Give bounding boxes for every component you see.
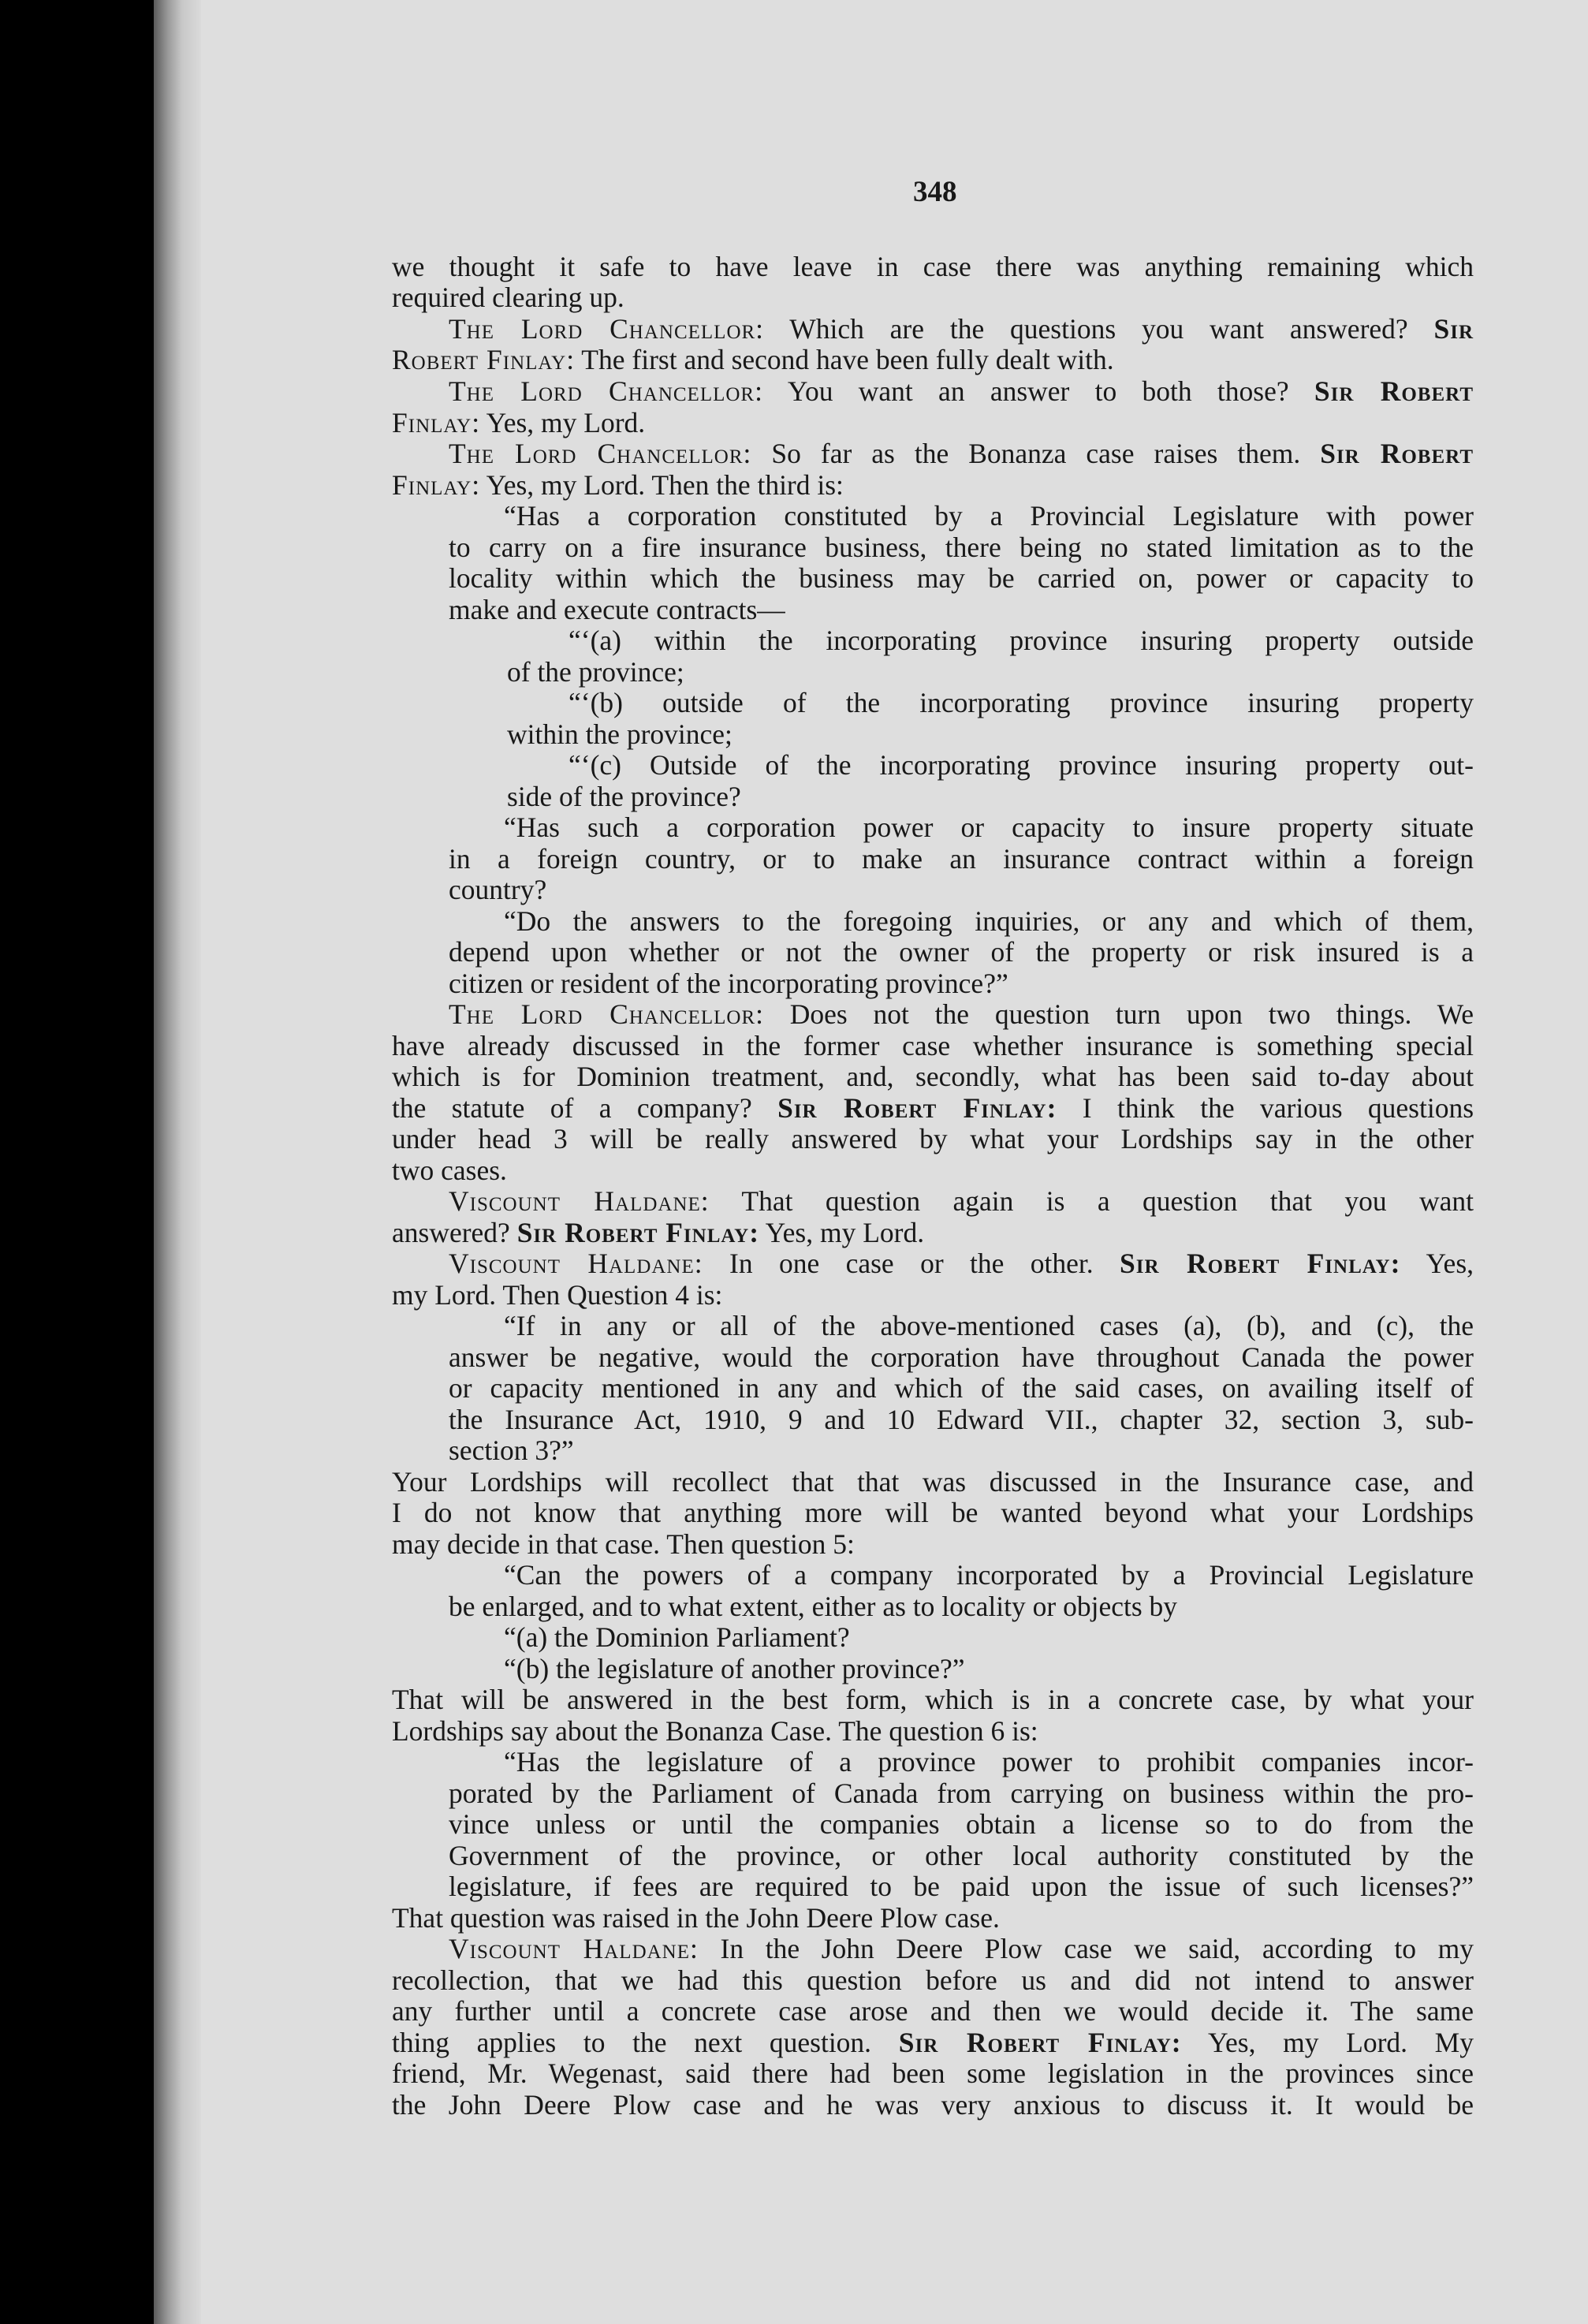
text-line [392, 1964, 1474, 1996]
text-run: recollection, that we had this question before us and did not intend to answer [392, 1964, 1474, 1996]
text-line [449, 438, 1474, 469]
text-run: Which are the questions you want answered? [764, 313, 1434, 345]
speaker-name: Finlay: [392, 407, 481, 438]
text-run: That question again is a question that you want [709, 1185, 1474, 1217]
speaker-name: Finlay: [392, 469, 481, 501]
text-run: or capacity mentioned in any and which of the said cases, on availing itself of [449, 1372, 1474, 1404]
text-run: the John Deere Plow case and he was very anxious to discuss it. It would be [392, 2089, 1474, 2121]
text-line [449, 1808, 1474, 1840]
text-run: which is for Dominion treatment, and, secondly, what has been said to-day about [392, 1061, 1474, 1092]
text-line [449, 1341, 1474, 1373]
text-line [392, 469, 844, 501]
text-run: Yes, my Lord. Then the third is: [480, 469, 844, 501]
text-run: section 3?” [449, 1434, 574, 1466]
text-run: required clearing up. [392, 282, 624, 313]
speaker-name: Sir Robert Finlay: [516, 1217, 760, 1248]
text-run: vince unless or until the companies obtain a license so to do from the [449, 1808, 1474, 1840]
speaker-name: Sir [1433, 313, 1474, 345]
text-line [449, 843, 1474, 875]
speaker-name: The Lord Chancellor: [449, 998, 764, 1030]
text-run: under head 3 will be really answered by what your Lordships say in the other [392, 1123, 1474, 1155]
text-run: two cases. [392, 1155, 507, 1186]
text-run: depend upon whether or not the owner of the property or risk insured is a [449, 936, 1474, 968]
speaker-name: Sir Robert Finlay: [1120, 1248, 1401, 1279]
text-line [449, 532, 1474, 563]
text-run: make and execute contracts— [449, 594, 785, 625]
text-line [568, 749, 1474, 781]
text-run: may decide in that case. Then question 5: [392, 1528, 855, 1560]
text-line [392, 1061, 1474, 1092]
text-line [392, 1715, 1038, 1747]
text-run: You want an answer to both those? [762, 375, 1314, 407]
text-run: Your Lordships will recollect that that was discussed in the Insurance case, and [392, 1466, 1474, 1498]
text-run: the statute of a company? [392, 1092, 778, 1124]
speaker-name: The Lord Chancellor: [449, 313, 765, 345]
text-run: So far as the Bonanza case raises them. [751, 438, 1321, 469]
text-line [504, 1746, 1474, 1778]
text-line [392, 2089, 1474, 2121]
text-line [449, 874, 546, 905]
text-line [449, 968, 1008, 999]
text-line [392, 1030, 1474, 1061]
text-line [449, 313, 1474, 345]
text-line [392, 1217, 924, 1248]
text-line [392, 1123, 1474, 1155]
text-line [568, 625, 1474, 656]
text-line [449, 1591, 1177, 1622]
speaker-name: Sir Robert [1314, 375, 1474, 407]
text-run: side of the province? [507, 781, 741, 812]
speaker-name: The Lord Chancellor: [449, 375, 763, 407]
text-line [392, 1279, 722, 1311]
text-line [449, 562, 1474, 594]
text-line [449, 1871, 1474, 1902]
text-run: Does not the question turn upon two things. We [763, 998, 1474, 1030]
text-run: thing applies to the next question. [392, 2027, 899, 2058]
speaker-name: Viscount Haldane: [449, 1933, 699, 1964]
speaker-name: Sir Robert Finlay: [898, 2027, 1182, 2058]
text-line [504, 905, 1474, 937]
text-run: Yes, my Lord. [759, 1217, 925, 1248]
text-line [392, 1528, 855, 1560]
text-run: to carry on a fire insurance business, there being no stated limitation as to the [449, 532, 1474, 563]
text-line [507, 781, 741, 812]
text-line [507, 718, 732, 750]
speaker-name: Sir Robert [1320, 438, 1474, 469]
text-run: “Has such a corporation power or capacity to insure property situate [504, 811, 1474, 843]
text-line [392, 344, 1114, 375]
text-line [449, 375, 1474, 407]
text-line [449, 1434, 574, 1466]
text-run: “If in any or all of the above-mentioned cases (a), (b), and (c), the [504, 1310, 1474, 1341]
text-line [449, 1840, 1474, 1871]
text-line [504, 1310, 1474, 1341]
text-line [392, 1995, 1474, 2027]
text-run: Yes, my Lord. My [1181, 2027, 1474, 2058]
text-run: “Has the legislature of a province power to prohibit companies incor- [504, 1746, 1474, 1778]
text-run: Government of the province, or other local authority constituted by the [449, 1840, 1474, 1871]
text-line [449, 1404, 1474, 1435]
text-run: porated by the Parliament of Canada from carrying on business within the pro- [449, 1778, 1474, 1809]
text-run: Lordships say about the Bonanza Case. The question 6 is: [392, 1715, 1038, 1747]
text-run: That will be answered in the best form, which is in a concrete case, by what your [392, 1684, 1474, 1715]
text-run: The first and second have been fully dealt with. [575, 344, 1114, 375]
text-run: within the province; [507, 718, 732, 750]
text-line [392, 2057, 1474, 2089]
text-line [392, 2027, 1474, 2058]
text-line [568, 687, 1474, 718]
text-run: friend, Mr. Wegenast, said there had been some legislation in the provinces since [392, 2057, 1474, 2089]
text-run: the Insurance Act, 1910, 9 and 10 Edward VII., chapter 32, section 3, sub- [449, 1404, 1474, 1435]
text-run: “‘(c) Outside of the incorporating province insuring property out- [568, 749, 1474, 781]
book-binding-edge [154, 0, 201, 2324]
text-line [449, 1933, 1474, 1964]
text-run: “Has a corporation constituted by a Provincial Legislature with power [504, 500, 1474, 532]
speaker-name: The Lord Chancellor: [449, 438, 752, 469]
text-run: of the province; [507, 656, 684, 688]
text-line [449, 936, 1474, 968]
page-number: 348 [913, 176, 957, 208]
text-run: we thought it safe to have leave in case there was anything remaining which [392, 251, 1474, 282]
text-line [504, 1559, 1474, 1591]
text-run: “Can the powers of a company incorporated by a Provincial Legislature [504, 1559, 1474, 1591]
text-line [507, 656, 684, 688]
text-line [504, 500, 1474, 532]
text-line [392, 1092, 1474, 1124]
speaker-name: Viscount Haldane: [449, 1185, 710, 1217]
text-run: country? [449, 874, 547, 905]
text-run: any further until a concrete case arose and then we would decide it. The same [392, 1995, 1474, 2027]
text-run: In the John Deere Plow case we said, according to my [698, 1933, 1474, 1964]
text-run: In one case or the other. [703, 1248, 1120, 1279]
text-run: Yes, [1400, 1248, 1474, 1279]
speaker-name: Viscount Haldane: [449, 1248, 703, 1279]
text-run: Yes, my Lord. [480, 407, 646, 438]
text-line [392, 282, 624, 313]
text-line [392, 1902, 1000, 1934]
text-line [392, 1497, 1474, 1528]
text-run: “(a) the Dominion Parliament? [504, 1621, 850, 1653]
text-run: I think the various questions [1057, 1092, 1474, 1124]
speaker-name: Robert Finlay: [392, 344, 576, 375]
text-line [392, 407, 645, 438]
text-line [449, 998, 1474, 1030]
text-line [504, 1653, 965, 1684]
text-run: citizen or resident of the incorporating province?” [449, 968, 1008, 999]
text-line [392, 1684, 1474, 1715]
text-run: “Do the answers to the foregoing inquiries, or any and which of them, [504, 905, 1474, 937]
text-run: locality within which the business may be carried on, power or capacity to [449, 562, 1474, 594]
speaker-name: Sir Robert Finlay: [777, 1092, 1057, 1124]
text-line [504, 1621, 850, 1653]
text-line [392, 1466, 1474, 1498]
text-run: in a foreign country, or to make an insurance contract within a foreign [449, 843, 1474, 875]
text-run: “‘(b) outside of the incorporating province insuring property [568, 687, 1474, 718]
text-line [392, 1155, 507, 1186]
text-line [449, 1248, 1474, 1279]
text-run: “(b) the legislature of another province?” [504, 1653, 965, 1684]
text-run: legislature, if fees are required to be paid upon the issue of such licenses?” [449, 1871, 1474, 1902]
text-run: have already discussed in the former case whether insurance is something special [392, 1030, 1474, 1061]
text-run: I do not know that anything more will be wanted beyond what your Lordships [392, 1497, 1474, 1528]
text-run: be enlarged, and to what extent, either as to locality or objects by [449, 1591, 1178, 1622]
text-line [449, 1185, 1474, 1217]
text-run: That question was raised in the John Deere Plow case. [392, 1902, 1000, 1934]
text-run: answer be negative, would the corporation have throughout Canada the power [449, 1341, 1474, 1373]
text-run: my Lord. Then Question 4 is: [392, 1279, 723, 1311]
text-line [504, 811, 1474, 843]
text-line [449, 594, 785, 625]
text-line [449, 1372, 1474, 1404]
text-run: “‘(a) within the incorporating province insuring property outside [568, 625, 1474, 656]
text-line [392, 251, 1474, 282]
text-run: answered? [392, 1217, 517, 1248]
text-line [449, 1778, 1474, 1809]
